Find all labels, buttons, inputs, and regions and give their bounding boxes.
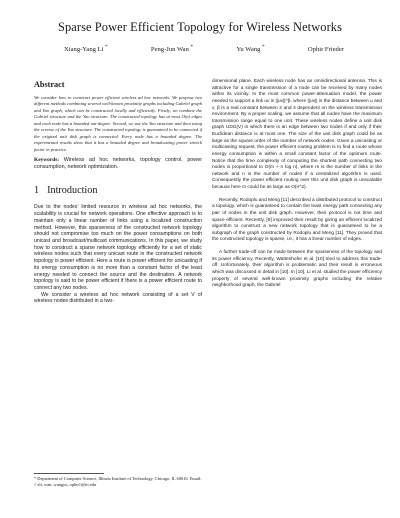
author: Peng-Jun Wan * [150,45,194,54]
author: Yu Wang * [236,45,265,54]
paragraph: dimensional plane. Each wireless node has an omnidirectional antenna. This is attractive for a single transmission of a node can be received by many nodes within its vicinity. In the most common power-attenuation model, the power needed to support a link uv is ||uv||^β, where ||uv|| is the distance between u and v, β is a real constant between 2 and 4 dependent on the wireless transmission environment. By a proper scaling, we assume that all nodes have the maximum transmission range equal to one unit. These wireless nodes define a unit disk graph UDG(V) in which there is an edge between two nodes if and only if their Euclidean distance is at most one. The size of the unit disk graph could be as large as the square order of the number of network nodes. Given a unicasting or multicasting request, the power efficient routing problem is to find a route whose energy consumption is within a small constant factor of the optimum route. Notice that the time complexity of computing the shortest path connecting two nodes is proportional to O(m + n log n), where m is the number of links in the network and n is the number of nodes if a centralized algorithm is used. Consequently the power efficient routing over this unit disk graph is unscalable because here m could be as large as O(n^2). [212,79,382,190]
right-column [212,79,382,290]
section-title: Introduction [47,185,98,197]
keywords-label: Keywords: [34,157,60,164]
paragraph: Recently, Rodoplu and Meng [11] described a distributed protocol to construct a topology, which is guaranteed to contain the least energy path connecting any pair of nodes in the unit disk graph. However, their protocol is not time and space efficient. Recently, [9] improved their result by giving an efficient localized algorithm to construct a new network topology that is guaranteed to be a subgraph of the graph constructed by Rodoplu and Meng [11]. They proved that the constructed topology is sparse, i.e., it has a linear number of edges. [212,197,383,243]
author: Ophir Frieder [307,46,344,54]
left-column [34,80,202,305]
paper-title: Sparse Power Efficient Topology for Wireless Networks [57,20,343,34]
keywords [34,157,202,171]
keywords-text: Wireless ad hoc networks, topology control, power consumption, network optimization. [34,157,202,171]
section-number: 1 [34,185,40,197]
author: Xiang-Yang Li * [64,45,108,54]
author-list [24,45,384,53]
paragraph: A further trade-off can be made between the sparseness of the topology and its power efficiency. Recently, Wattenhofer et al. [10] tried to address this trade-off. Unfortunately, their algorithm is problematic and their result is erroneous which was discussed in detail in [10]. In [10], Li et al. studied the power efficiency property of several well-known proximity graphs including the relative neighborhood graph, the Gabriel [212,250,382,289]
paragraph: We consider a wireless ad hoc network consisting of a set V of wireless nodes distributed in a two- [34,291,202,305]
footnote: * Department of Computer Science, Illinois Institute of Technology, Chicago, IL 60616. Email: { xli, wan, wangyu, ophir}@iit.edu [34,476,202,487]
introduction-body [34,204,202,305]
section-heading-introduction [34,185,202,196]
paragraph: Due to the nodes' limited resource in wireless ad hoc networks, the scalability is crucial for network operations. One effective approach is to maintain only a linear number of links using a localized construction method. However, this sparseness of the constructed network topology should not compromise too much on the power consumptions on both unicast and broadcast/multicast communications. In this paper, we study how to construct a sparse network topology efficiently for a set of static wireless nodes such that every unicast route in the constructed network topology is power efficient. Here a route is power efficient for unicasting if its energy consumption is no more than a constant factor of the least energy needed to connect the source and the destination. A network topology is said to be power efficient if there is a power efficient route to connect any two nodes. [34,204,202,291]
footnote-rule [34,473,104,474]
abstract-text: We consider how to construct power efficient wireless ad hoc networks. We propose two different methods combining several well-known proximity graphs including Gabriel graph and Yao graph, which can be constructed locally and efficiently. Firstly, we combine the Gabriel structure and the Yao structure. The constructed topology has at most O(n) edges and each node has a bounded out-degree. Second, we use the Yao structure and then using the reverse of the Yao structure. The constructed topology is guaranteed to be connected if the original unit disk graph is connected. Every node has a bounded degree. The experimental results show that it has a bounded degree and broadcasting power stretch factor in practice. [34,95,202,152]
abstract-heading: Abstract [34,80,65,89]
